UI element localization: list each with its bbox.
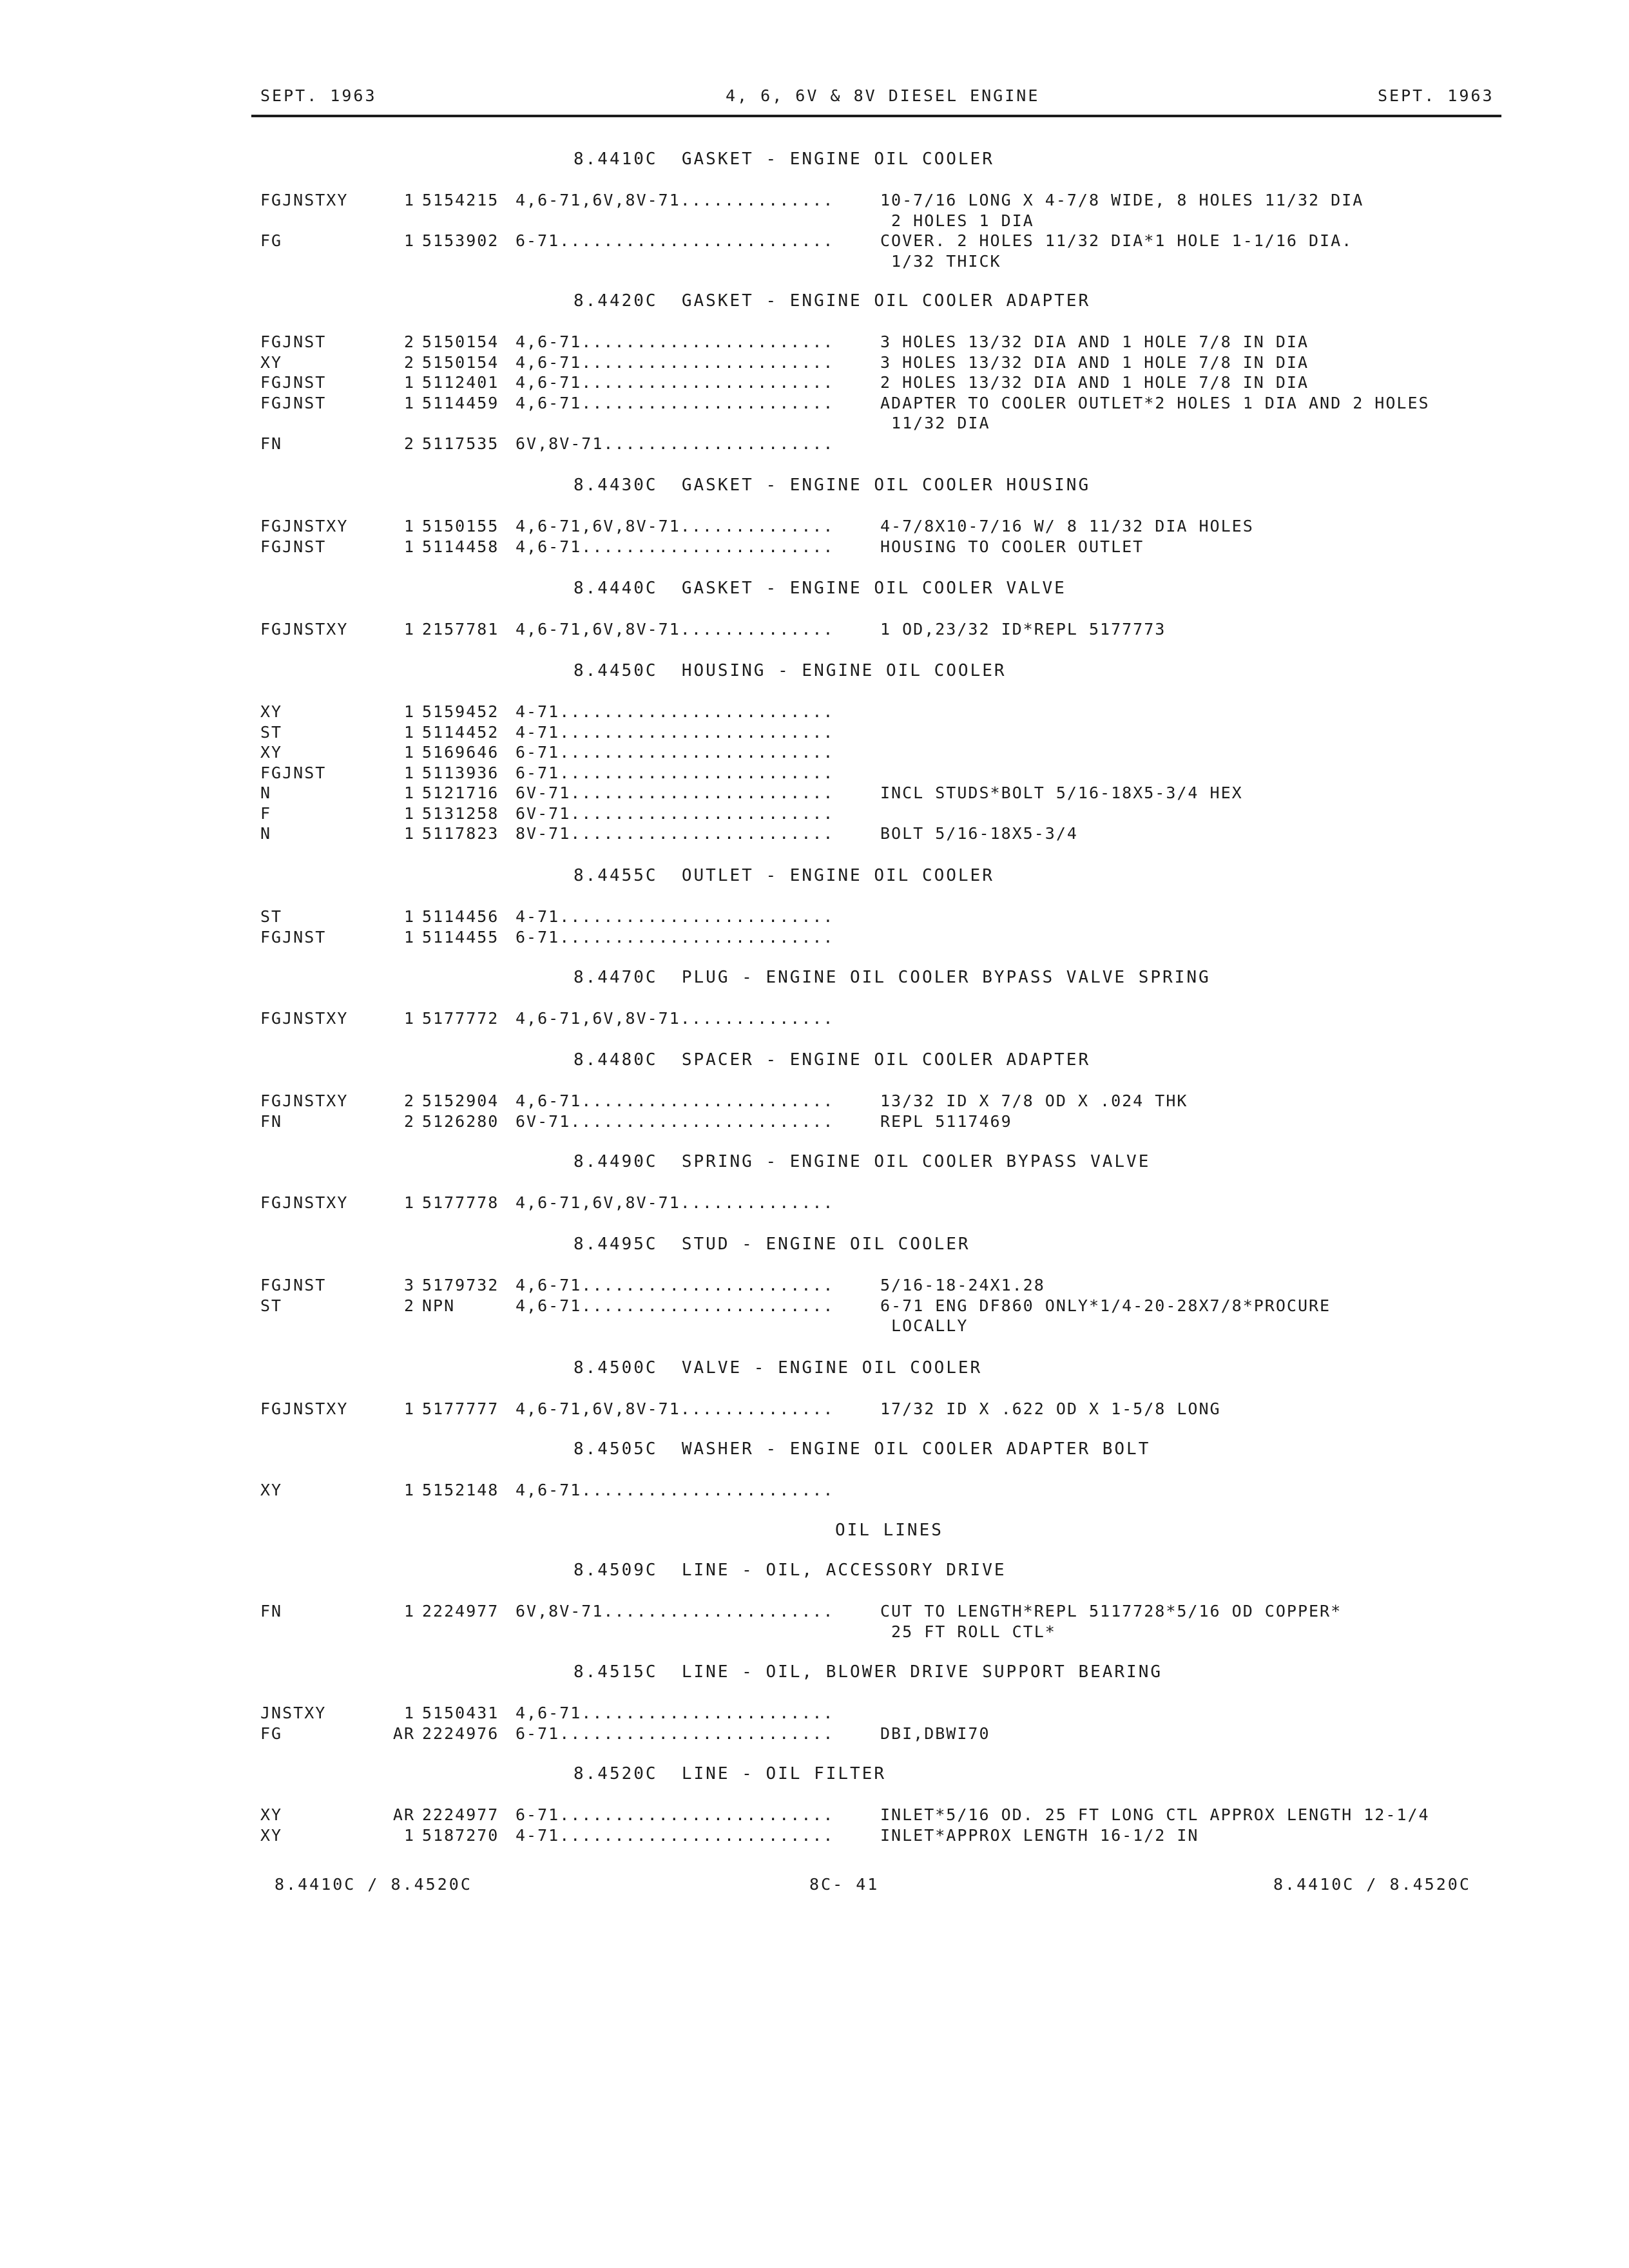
engine-code: ST bbox=[260, 722, 283, 742]
section-title: 8.4410C GASKET - ENGINE OIL COOLER bbox=[574, 149, 994, 169]
engine-models: 4,6-71,6V,8V-71.............. bbox=[516, 1009, 834, 1028]
footer-range-right: 8.4410C / 8.4520C bbox=[1273, 1875, 1471, 1894]
part-remark-line bbox=[0, 332, 1629, 353]
part-number: 5177772 bbox=[422, 1009, 499, 1028]
part-number: 5113936 bbox=[422, 763, 499, 782]
part-number: 5154215 bbox=[422, 191, 499, 209]
part-number: 5177777 bbox=[422, 1399, 499, 1418]
engine-code: XY bbox=[260, 352, 283, 372]
part-number: 2224977 bbox=[422, 1805, 499, 1824]
part-remark-line bbox=[0, 353, 1629, 374]
part-number: 5159452 bbox=[422, 702, 499, 721]
quantity: 1 bbox=[403, 1704, 415, 1722]
remark: INCL STUDS*BOLT 5/16-18X5-3/4 HEX bbox=[880, 783, 1243, 802]
engine-code: FGJNSTXY bbox=[260, 1193, 349, 1212]
engine-models: 4,6-71....................... bbox=[516, 1296, 834, 1315]
engine-code: FGJNSTXY bbox=[260, 1009, 349, 1028]
engine-code: ST bbox=[260, 907, 283, 926]
part-row bbox=[0, 907, 1629, 928]
part-number: NPN bbox=[422, 1296, 456, 1315]
part-number: 5153902 bbox=[422, 231, 499, 250]
remark: LOCALLY bbox=[880, 1316, 969, 1335]
quantity: 1 bbox=[403, 743, 415, 762]
section-title: 8.4450C HOUSING - ENGINE OIL COOLER bbox=[574, 661, 1007, 680]
part-remark-line bbox=[0, 1602, 1629, 1622]
quantity: 1 bbox=[403, 824, 415, 843]
engine-code: N bbox=[260, 783, 272, 802]
part-remark-line bbox=[0, 1296, 1629, 1317]
remark: 11/32 DIA bbox=[880, 414, 990, 432]
remark: 17/32 ID X .622 OD X 1-5/8 LONG bbox=[880, 1399, 1221, 1418]
header-rule bbox=[251, 115, 1501, 117]
engine-models: 4,6-71,6V,8V-71.............. bbox=[516, 191, 834, 209]
part-remark-line bbox=[0, 394, 1629, 414]
part-remark-line bbox=[0, 191, 1629, 211]
quantity: 1 bbox=[403, 763, 415, 782]
part-number: 5150154 bbox=[422, 352, 499, 372]
part-number: 5114459 bbox=[422, 393, 499, 412]
part-number: 5114456 bbox=[422, 907, 499, 926]
quantity: 1 bbox=[403, 373, 415, 392]
header-date-left: SEPT. 1963 bbox=[260, 86, 377, 105]
part-number: 5169646 bbox=[422, 743, 499, 762]
part-row bbox=[0, 1704, 1629, 1724]
part-remark-line bbox=[0, 1622, 1629, 1643]
part-remark-line bbox=[0, 1316, 1629, 1337]
engine-models: 6-71......................... bbox=[516, 763, 834, 782]
remark: 5/16-18-24X1.28 bbox=[880, 1276, 1045, 1294]
part-row bbox=[0, 928, 1629, 948]
part-number: 5117535 bbox=[422, 434, 499, 453]
remark: ADAPTER TO COOLER OUTLET*2 HOLES 1 DIA AND 2 HOLES bbox=[880, 393, 1430, 412]
engine-models: 6-71......................... bbox=[516, 1724, 834, 1743]
engine-models: 4,6-71,6V,8V-71.............. bbox=[516, 1399, 834, 1418]
part-number: 5112401 bbox=[422, 373, 499, 392]
part-number: 5150431 bbox=[422, 1704, 499, 1722]
part-number: 2224976 bbox=[422, 1724, 499, 1743]
engine-models: 4,6-71....................... bbox=[516, 537, 834, 556]
part-number: 5152148 bbox=[422, 1481, 499, 1499]
engine-code: FGJNST bbox=[260, 373, 327, 392]
engine-models: 4,6-71,6V,8V-71.............. bbox=[516, 517, 834, 535]
part-row bbox=[0, 723, 1629, 744]
subheading-oil-lines: OIL LINES bbox=[835, 1521, 943, 1540]
footer-range-left: 8.4410C / 8.4520C bbox=[275, 1875, 472, 1894]
quantity: 2 bbox=[403, 1091, 415, 1110]
remark: BOLT 5/16-18X5-3/4 bbox=[880, 824, 1078, 843]
part-remark-line bbox=[0, 1724, 1629, 1745]
part-number: 5117823 bbox=[422, 824, 499, 843]
quantity: 1 bbox=[403, 1602, 415, 1620]
part-number: 5131258 bbox=[422, 803, 499, 823]
quantity: 1 bbox=[403, 702, 415, 721]
part-row bbox=[0, 702, 1629, 723]
part-remark-line bbox=[0, 1112, 1629, 1133]
part-remark-line bbox=[0, 252, 1629, 273]
part-remark-line bbox=[0, 783, 1629, 804]
section-title: 8.4500C VALVE - ENGINE OIL COOLER bbox=[574, 1358, 983, 1378]
engine-models: 4,6-71....................... bbox=[516, 1091, 834, 1110]
engine-code: FN bbox=[260, 1111, 283, 1131]
engine-code: FGJNST bbox=[260, 1276, 327, 1294]
part-number: 5179732 bbox=[422, 1276, 499, 1294]
section-title: 8.4420C GASKET - ENGINE OIL COOLER ADAPTER bbox=[574, 291, 1091, 311]
part-number: 5187270 bbox=[422, 1825, 499, 1845]
quantity: 1 bbox=[403, 1825, 415, 1845]
quantity: 2 bbox=[403, 352, 415, 372]
remark: INLET*APPROX LENGTH 16-1/2 IN bbox=[880, 1825, 1199, 1845]
engine-code: FN bbox=[260, 434, 283, 453]
engine-models: 4,6-71....................... bbox=[516, 373, 834, 392]
quantity: 1 bbox=[403, 783, 415, 802]
quantity: 2 bbox=[403, 1296, 415, 1315]
quantity: AR bbox=[392, 1724, 415, 1743]
quantity: 1 bbox=[403, 537, 415, 556]
remark: HOUSING TO COOLER OUTLET bbox=[880, 537, 1144, 556]
engine-models: 6-71......................... bbox=[516, 743, 834, 762]
quantity: 1 bbox=[403, 1399, 415, 1418]
engine-code: F bbox=[260, 803, 272, 823]
engine-models: 6V,8V-71..................... bbox=[516, 1602, 834, 1620]
quantity: 1 bbox=[403, 927, 415, 947]
section-title: 8.4480C SPACER - ENGINE OIL COOLER ADAPTER bbox=[574, 1050, 1091, 1070]
quantity: 1 bbox=[403, 231, 415, 250]
part-row bbox=[0, 1481, 1629, 1501]
part-number: 5150155 bbox=[422, 517, 499, 535]
quantity: 2 bbox=[403, 332, 415, 351]
quantity: 1 bbox=[403, 722, 415, 742]
quantity: 2 bbox=[403, 1111, 415, 1131]
part-number: 5152904 bbox=[422, 1091, 499, 1110]
engine-code: XY bbox=[260, 1805, 283, 1824]
engine-models: 6-71......................... bbox=[516, 1805, 834, 1824]
engine-code: FGJNSTXY bbox=[260, 191, 349, 209]
engine-models: 6V-71........................ bbox=[516, 803, 834, 823]
part-remark-line bbox=[0, 1826, 1629, 1847]
remark: 2 HOLES 1 DIA bbox=[880, 211, 1034, 230]
engine-models: 6-71......................... bbox=[516, 927, 834, 947]
part-number: 5114458 bbox=[422, 537, 499, 556]
remark: DBI,DBWI70 bbox=[880, 1724, 990, 1743]
remark: 13/32 ID X 7/8 OD X .024 THK bbox=[880, 1091, 1188, 1110]
quantity: 1 bbox=[403, 1481, 415, 1499]
section-title: 8.4515C LINE - OIL, BLOWER DRIVE SUPPORT BEARING bbox=[574, 1662, 1163, 1682]
remark: 25 FT ROLL CTL* bbox=[880, 1622, 1056, 1641]
part-number: 2224977 bbox=[422, 1602, 499, 1620]
part-number: 5121716 bbox=[422, 783, 499, 802]
part-row bbox=[0, 764, 1629, 784]
part-row bbox=[0, 804, 1629, 825]
remark: INLET*5/16 OD. 25 FT LONG CTL APPROX LENGTH 12-1/4 bbox=[880, 1805, 1430, 1824]
part-row bbox=[0, 434, 1629, 455]
part-remark-line bbox=[0, 537, 1629, 558]
remark: COVER. 2 HOLES 11/32 DIA*1 HOLE 1-1/16 DIA. bbox=[880, 231, 1353, 250]
engine-models: 4,6-71,6V,8V-71.............. bbox=[516, 620, 834, 639]
engine-models: 4-71......................... bbox=[516, 722, 834, 742]
section-title: 8.4520C LINE - OIL FILTER bbox=[574, 1764, 886, 1783]
quantity: 2 bbox=[403, 434, 415, 453]
part-number: 5126280 bbox=[422, 1111, 499, 1131]
part-number: 5177778 bbox=[422, 1193, 499, 1212]
engine-code: FGJNST bbox=[260, 763, 327, 782]
quantity: AR bbox=[392, 1805, 415, 1824]
part-remark-line bbox=[0, 414, 1629, 434]
remark: 4-7/8X10-7/16 W/ 8 11/32 DIA HOLES bbox=[880, 517, 1254, 535]
engine-models: 4,6-71....................... bbox=[516, 332, 834, 351]
part-remark-line bbox=[0, 1805, 1629, 1826]
section-title: 8.4490C SPRING - ENGINE OIL COOLER BYPASS VALVE bbox=[574, 1152, 1151, 1171]
engine-models: 8V-71........................ bbox=[516, 824, 834, 843]
part-remark-line bbox=[0, 373, 1629, 394]
section-title: 8.4495C STUD - ENGINE OIL COOLER bbox=[574, 1235, 970, 1254]
engine-code: ST bbox=[260, 1296, 283, 1315]
part-number: 5114455 bbox=[422, 927, 499, 947]
engine-models: 4-71......................... bbox=[516, 702, 834, 721]
section-title: 8.4470C PLUG - ENGINE OIL COOLER BYPASS VALVE SPRING bbox=[574, 968, 1211, 987]
engine-models: 6V-71........................ bbox=[516, 783, 834, 802]
quantity: 1 bbox=[403, 1009, 415, 1028]
remark: 1 OD,23/32 ID*REPL 5177773 bbox=[880, 620, 1166, 639]
part-remark-line bbox=[0, 1276, 1629, 1296]
engine-code: FGJNSTXY bbox=[260, 517, 349, 535]
part-number: 5114452 bbox=[422, 722, 499, 742]
engine-code: FGJNST bbox=[260, 927, 327, 947]
part-number: 5150154 bbox=[422, 332, 499, 351]
section-title: 8.4440C GASKET - ENGINE OIL COOLER VALVE bbox=[574, 579, 1066, 598]
engine-models: 6V,8V-71..................... bbox=[516, 434, 834, 453]
section-title: 8.4455C OUTLET - ENGINE OIL COOLER bbox=[574, 866, 994, 885]
engine-models: 4-71......................... bbox=[516, 1825, 834, 1845]
remark: 1/32 THICK bbox=[880, 251, 1001, 271]
engine-code: FGJNSTXY bbox=[260, 1399, 349, 1418]
engine-code: FGJNST bbox=[260, 393, 327, 412]
part-number: 2157781 bbox=[422, 620, 499, 639]
header-date-right: SEPT. 1963 bbox=[1378, 86, 1494, 105]
quantity: 3 bbox=[403, 1276, 415, 1294]
quantity: 1 bbox=[403, 620, 415, 639]
part-remark-line bbox=[0, 620, 1629, 640]
engine-code: JNSTXY bbox=[260, 1704, 327, 1722]
engine-models: 6V-71........................ bbox=[516, 1111, 834, 1131]
remark: 6-71 ENG DF860 ONLY*1/4-20-28X7/8*PROCURE bbox=[880, 1296, 1331, 1315]
remark: REPL 5117469 bbox=[880, 1111, 1012, 1131]
remark: 3 HOLES 13/32 DIA AND 1 HOLE 7/8 IN DIA bbox=[880, 332, 1309, 351]
section-title: 8.4505C WASHER - ENGINE OIL COOLER ADAPTER BOLT bbox=[574, 1439, 1151, 1459]
engine-code: FGJNSTXY bbox=[260, 620, 349, 639]
engine-models: 4,6-71....................... bbox=[516, 352, 834, 372]
engine-models: 4,6-71....................... bbox=[516, 1276, 834, 1294]
quantity: 1 bbox=[403, 191, 415, 209]
part-remark-line bbox=[0, 1091, 1629, 1112]
engine-code: FG bbox=[260, 1724, 283, 1743]
engine-models: 4,6-71....................... bbox=[516, 1481, 834, 1499]
engine-code: FG bbox=[260, 231, 283, 250]
section-title: 8.4430C GASKET - ENGINE OIL COOLER HOUSING bbox=[574, 476, 1091, 495]
engine-code: N bbox=[260, 824, 272, 843]
engine-models: 6-71......................... bbox=[516, 231, 834, 250]
part-remark-line bbox=[0, 1399, 1629, 1420]
part-row bbox=[0, 1009, 1629, 1030]
remark: 2 HOLES 13/32 DIA AND 1 HOLE 7/8 IN DIA bbox=[880, 373, 1309, 392]
engine-code: FGJNSTXY bbox=[260, 1091, 349, 1110]
engine-models: 4,6-71,6V,8V-71.............. bbox=[516, 1193, 834, 1212]
part-row bbox=[0, 743, 1629, 764]
engine-code: XY bbox=[260, 702, 283, 721]
engine-code: XY bbox=[260, 1481, 283, 1499]
quantity: 1 bbox=[403, 803, 415, 823]
footer-page-number: 8C- 41 bbox=[809, 1875, 880, 1894]
engine-code: XY bbox=[260, 1825, 283, 1845]
remark: 10-7/16 LONG X 4-7/8 WIDE, 8 HOLES 11/32 DIA bbox=[880, 191, 1364, 209]
header-title: 4, 6, 6V & 8V DIESEL ENGINE bbox=[726, 86, 1040, 105]
quantity: 1 bbox=[403, 907, 415, 926]
engine-code: XY bbox=[260, 743, 283, 762]
quantity: 1 bbox=[403, 517, 415, 535]
part-row bbox=[0, 1193, 1629, 1214]
remark: 3 HOLES 13/32 DIA AND 1 HOLE 7/8 IN DIA bbox=[880, 352, 1309, 372]
engine-models: 4,6-71....................... bbox=[516, 1704, 834, 1722]
part-remark-line bbox=[0, 824, 1629, 845]
engine-code: FGJNST bbox=[260, 537, 327, 556]
quantity: 1 bbox=[403, 393, 415, 412]
engine-models: 4-71......................... bbox=[516, 907, 834, 926]
part-remark-line bbox=[0, 231, 1629, 252]
section-title: 8.4509C LINE - OIL, ACCESSORY DRIVE bbox=[574, 1561, 1007, 1580]
quantity: 1 bbox=[403, 1193, 415, 1212]
engine-code: FN bbox=[260, 1602, 283, 1620]
engine-models: 4,6-71....................... bbox=[516, 393, 834, 412]
part-remark-line bbox=[0, 211, 1629, 232]
engine-code: FGJNST bbox=[260, 332, 327, 351]
part-remark-line bbox=[0, 517, 1629, 537]
remark: CUT TO LENGTH*REPL 5117728*5/16 OD COPPER* bbox=[880, 1602, 1342, 1620]
